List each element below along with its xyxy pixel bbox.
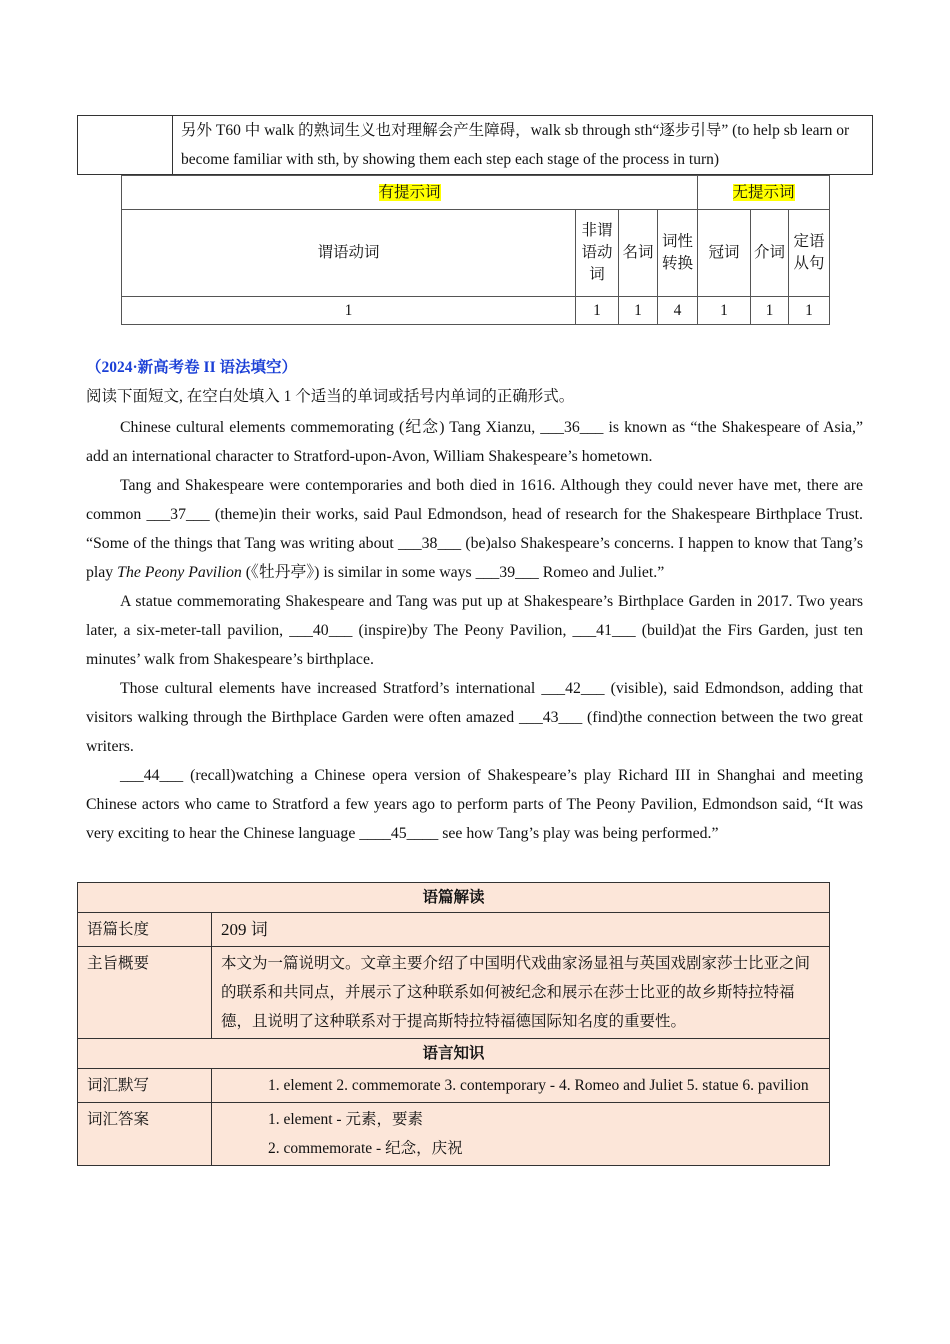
note-text-cell: 另外 T60 中 walk 的熟词生义也对理解会产生障碍，walk sb through sth“逐步引导” (to help sb learn or become familiar with sth, by showing them each step each stage of the process in turn) [173,116,873,175]
summary-value: 本文为一篇说明文。文章主要介绍了中国明代戏曲家汤显祖与英国戏剧家莎士比亚之间的联系和共同点，并展示了这种联系如何被纪念和展示在莎士比亚的故乡斯特拉特福德，且说明了这种联系对于提高斯特拉特福德国际知名度的重要性。 [212,947,830,1039]
header-non-finite-verb: 非谓语动词 [576,210,619,297]
analysis-title: 语篇解读 [78,883,830,913]
value-preposition: 1 [751,297,789,325]
header-preposition: 介词 [751,210,789,297]
summary-label: 主旨概要 [78,947,212,1039]
analysis-table [77,882,830,1166]
value-article: 1 [698,297,751,325]
value-attributive-clause: 1 [789,297,830,325]
value-non-finite-verb: 1 [576,297,619,325]
value-word-conversion: 4 [658,297,698,325]
answer-item-1: 1. element - 元素，要素 [268,1111,423,1128]
vocab-label: 词汇默写 [78,1069,212,1103]
group-no-hint: 无提示词 [698,176,830,210]
passage-paragraph-2: Tang and Shakespeare were contemporaries and both died in 1616. Although they could never have met, there are common ___37___ (theme)in their works, said Paul Edmondson, head of research for the Shakespeare Birthplace Trust. “Some of the things that Tang was writing about ___38___ (be)also Shakespeare’s concerns. I happen to know that Tang’s play The Peony Pavilion (《牡丹亭》) is similar in some ways ___39___ Romeo and Juliet.” [86,477,863,581]
note-label-cell [78,116,173,175]
answer-label: 词汇答案 [78,1103,212,1166]
passage [86,413,863,848]
length-label: 语篇长度 [78,913,212,947]
note-table [77,115,873,175]
passage-paragraph-5: ___44___ (recall)watching a Chinese opera version of Shakespeare’s play Richard III in Shanghai and meeting Chinese actors who came to Stratford a few years ago to perform parts of The Peony Pavilion, Edmondson said, “It was very exciting to hear the Chinese language ____45____ see how Tang’s play was being performed.” [86,767,863,842]
group-with-hint: 有提示词 [122,176,698,210]
vocab-value: 1. element 2. commemorate 3. contemporary - 4. Romeo and Juliet 5. statue 6. pavilion [212,1069,830,1103]
section-heading: （2024·新高考卷 II 语法填空） [86,359,297,376]
instruction-text: 阅读下面短文, 在空白处填入 1 个适当的单词或括号内单词的正确形式。 [86,388,575,405]
answer-item-2: 2. commemorate - 纪念，庆祝 [268,1140,463,1157]
answer-value [212,1103,830,1166]
question-type-table [121,175,830,325]
header-attributive-clause: 定语从句 [789,210,830,297]
header-article: 冠词 [698,210,751,297]
passage-paragraph-4: Those cultural elements have increased Stratford’s international ___42___ (visible), said Edmondson, adding that visitors walking through the Birthplace Garden were often amazed ___43___ (find)the connection between the two great writers. [86,680,863,755]
passage-paragraph-1: Chinese cultural elements commemorating (纪念) Tang Xianzu, ___36___ is known as “the Shakespeare of Asia,” add an international character to Stratford-upon-Avon, William Shakespeare’s hometown. [86,419,863,465]
passage-paragraph-3: A statue commemorating Shakespeare and Tang was put up at Shakespeare’s Birthplace Garden in 2017. Two years later, a six-meter-tall pavilion, ___40___ (inspire)by The Peony Pavilion, ___41___ (build)at the Firs Garden, just ten minutes’ walk from Shakespeare’s birthplace. [86,593,863,668]
value-noun: 1 [619,297,658,325]
length-value: 209 词 [212,913,830,947]
value-predicate-verb: 1 [122,297,576,325]
header-word-conversion: 词性转换 [658,210,698,297]
knowledge-title: 语言知识 [78,1039,830,1069]
play-title: The Peony Pavilion [117,564,242,581]
header-noun: 名词 [619,210,658,297]
header-predicate-verb: 谓语动词 [122,210,576,297]
